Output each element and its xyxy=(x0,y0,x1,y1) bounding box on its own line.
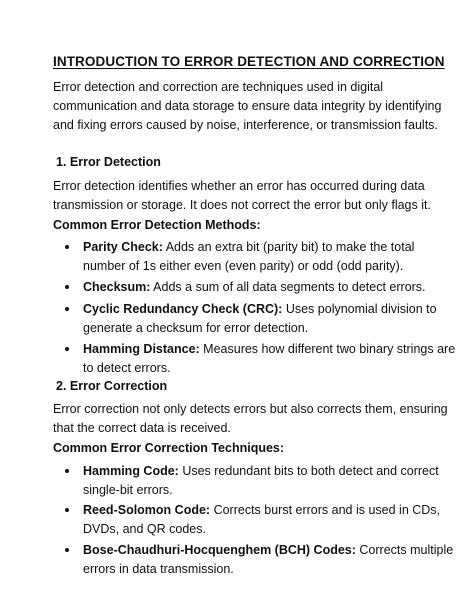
intro-line: Error detection and correction are techniques used in digital xyxy=(53,80,384,94)
bullet-icon xyxy=(65,285,69,289)
detection-line: Error detection identifies whether an error has occurred during data xyxy=(53,179,425,193)
item-text-line: generate a checksum for error detection. xyxy=(83,320,309,335)
term-parity-check: Parity Check: xyxy=(83,240,163,254)
correction-paragraph xyxy=(53,400,448,438)
item-text-line: errors in data transmission. xyxy=(83,561,234,576)
term-reed-solomon: Reed-Solomon Code: xyxy=(83,503,211,517)
document-title: INTRODUCTION TO ERROR DETECTION AND CORRECTION xyxy=(53,54,445,69)
item-text-line: DVDs, and QR codes. xyxy=(83,521,206,536)
item-text-line: to detect errors. xyxy=(83,360,171,375)
item-text-line: Corrects burst errors and is used in CDs, xyxy=(210,503,441,517)
section-heading-error-detection: 1. Error Detection xyxy=(56,155,161,169)
bullet-icon xyxy=(65,347,69,351)
term-bch-codes: Bose-Chaudhuri-Hocquenghem (BCH) Codes: xyxy=(83,543,356,557)
bullet-icon xyxy=(65,469,69,473)
item-text-line: Adds an extra bit (parity bit) to make the total xyxy=(162,240,415,254)
detection-paragraph xyxy=(53,177,431,215)
term-checksum: Checksum: xyxy=(83,280,151,294)
bullet-icon xyxy=(65,245,69,249)
bullet-icon xyxy=(65,508,69,512)
list-item-reed-solomon xyxy=(66,501,466,541)
list-item-crc xyxy=(66,300,466,340)
list-item-hamming-code xyxy=(66,462,466,502)
intro-line: and fixing errors caused by noise, interference, or transmission faults. xyxy=(53,118,438,132)
item-text-line: single-bit errors. xyxy=(83,482,173,497)
item-text-line: number of 1s either even (even parity) or odd (odd parity). xyxy=(83,258,404,273)
list-item-parity-check xyxy=(66,238,466,278)
detection-line: transmission or storage. It does not correct the error but only flags it. xyxy=(53,198,431,212)
term-hamming-code: Hamming Code: xyxy=(83,464,179,478)
detection-methods-heading: Common Error Detection Methods: xyxy=(53,218,261,232)
item-text-line: Uses redundant bits to both detect and correct xyxy=(178,464,439,478)
term-crc: Cyclic Redundancy Check (CRC): xyxy=(83,302,283,316)
intro-paragraph xyxy=(53,78,441,135)
list-item-bch-codes xyxy=(66,541,466,581)
section-heading-error-correction: 2. Error Correction xyxy=(56,379,168,393)
item-text-line: Adds a sum of all data segments to detect errors. xyxy=(150,280,426,294)
item-text-line: Measures how different two binary strings are xyxy=(199,342,456,356)
correction-techniques-heading: Common Error Correction Techniques: xyxy=(53,441,285,455)
item-text-line: Uses polynomial division to xyxy=(282,302,437,316)
item-text-line: Corrects multiple xyxy=(355,543,454,557)
intro-line: communication and data storage to ensure data integrity by identifying xyxy=(53,99,442,113)
bullet-icon xyxy=(65,548,69,552)
correction-line: that the correct data is received. xyxy=(53,421,231,435)
list-item-checksum xyxy=(66,278,466,298)
term-hamming-distance: Hamming Distance: xyxy=(83,342,200,356)
list-item-hamming-distance xyxy=(66,340,466,380)
correction-line: Error correction not only detects errors but also corrects them, ensuring xyxy=(53,402,448,416)
bullet-icon xyxy=(65,307,69,311)
